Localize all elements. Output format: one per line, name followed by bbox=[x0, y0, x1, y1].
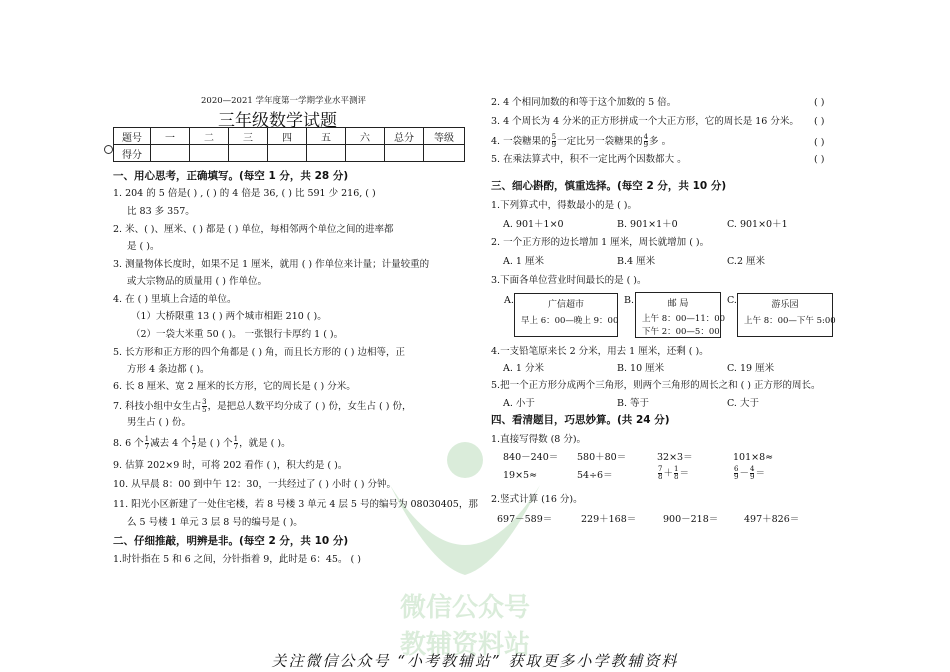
calc-item bbox=[657, 466, 689, 481]
footer-promo-text: 关注微信公众号 “小考教辅站” 获取更多小学教辅资料 bbox=[271, 652, 679, 670]
fraction-denominator: 9 bbox=[749, 473, 755, 481]
section-3-heading: 三、细心斟酌，慎重选择。(每空 2 分，共 10 分) bbox=[491, 180, 727, 192]
fraction bbox=[644, 134, 648, 149]
fraction-numerator: 1 bbox=[233, 435, 239, 443]
option-b: B. 901×1＋0 bbox=[617, 219, 678, 230]
option-a: A. 1 厘米 bbox=[503, 256, 544, 267]
answer-paren: ( ) bbox=[814, 97, 825, 108]
store-hours: 上午 8：00—下午 5:00 bbox=[744, 316, 836, 326]
question-text: 1.下列算式中，得数最小的是 ( )。 bbox=[491, 200, 638, 211]
question-text: 4.一支铅笔原来长 2 分米，用去 1 厘米，还剩 ( )。 bbox=[491, 346, 709, 357]
watermark-line1: 微信公众号 bbox=[399, 593, 530, 623]
question-text-part: 一定比另一袋糖果的 bbox=[557, 136, 643, 147]
store-hours: 早上 6：00—晚上 9：00 bbox=[521, 316, 619, 326]
fraction-denominator: 8 bbox=[658, 473, 663, 481]
calc-item: 497＋826＝ bbox=[744, 514, 800, 525]
score-table bbox=[113, 127, 465, 162]
fraction-denominator: 9 bbox=[551, 141, 557, 149]
calc-item: 900－218＝ bbox=[663, 514, 719, 525]
score-input-cell[interactable] bbox=[151, 145, 190, 162]
answer-paren: ( ) bbox=[814, 154, 825, 165]
fraction-numerator: 5 bbox=[551, 133, 557, 141]
store-name: 邮 局 bbox=[667, 299, 689, 309]
question-text: 3. 测量物体长度时，如果不足 1 厘米，就用 ( ) 作单位来计量；计量较重的 bbox=[113, 259, 430, 270]
fraction-numerator: 1 bbox=[673, 465, 679, 473]
option-a: A. 901＋1×0 bbox=[503, 219, 564, 230]
calc-item: 101×8≈ bbox=[733, 452, 774, 463]
question-text: 男生占 ( ) 份。 bbox=[127, 417, 191, 428]
fraction-numerator: 4 bbox=[749, 465, 755, 473]
question-text: 比 83 多 357。 bbox=[127, 206, 195, 217]
score-input-cell[interactable] bbox=[346, 145, 385, 162]
question-text: 6. 长 8 厘米、宽 2 厘米的长方形，它的周长是 ( ) 分米。 bbox=[113, 381, 356, 392]
store-name: 广信超市 bbox=[547, 300, 584, 310]
option-b: B. bbox=[624, 295, 635, 306]
score-input-cell[interactable] bbox=[424, 145, 465, 162]
exam-title: 三年级数学试题 bbox=[218, 111, 337, 131]
option-b: B. 等于 bbox=[617, 398, 650, 409]
store-hours: 上午 8：00—11：00 bbox=[642, 314, 726, 324]
fraction bbox=[202, 399, 206, 414]
table-row bbox=[114, 128, 465, 145]
fraction bbox=[552, 134, 556, 149]
fraction-numerator: 7 bbox=[658, 465, 663, 473]
operator: ＝ bbox=[755, 468, 765, 479]
option-c: C.2 厘米 bbox=[727, 256, 766, 267]
fraction-denominator: 5 bbox=[202, 406, 207, 414]
calc-item: 580＋80＝ bbox=[577, 452, 627, 463]
question-text-part: ，是把总人数平均分成了 ( ) 份，女生占 ( ) 份， bbox=[207, 401, 412, 412]
question-text: （1）大桥限重 13 ( ) 两个城市相距 210 ( )。 bbox=[131, 311, 327, 322]
question-text-part: 减去 4 个 bbox=[150, 438, 191, 449]
fraction-denominator: 7 bbox=[144, 443, 150, 451]
exam-subtitle: 2020—2021 学年度第一学期学业水平测评 bbox=[201, 96, 366, 106]
option-a: A. 1 分米 bbox=[503, 363, 544, 374]
score-input-cell[interactable] bbox=[268, 145, 307, 162]
table-row bbox=[114, 145, 465, 162]
question-text: 2.竖式计算 (16 分)。 bbox=[491, 494, 583, 505]
calc-item: 32×3＝ bbox=[657, 452, 693, 463]
fraction-numerator: 4 bbox=[643, 133, 649, 141]
question-text: 1.直接写得数 (8 分)。 bbox=[491, 434, 587, 445]
operator: ＝ bbox=[679, 468, 689, 479]
question-text: 1. 204 的 5 倍是( ) , ( ) 的 4 倍是 36, ( ) 比 591 少 216, ( ) bbox=[113, 188, 376, 199]
option-c: C. 大于 bbox=[727, 398, 759, 409]
operator: － bbox=[739, 468, 749, 479]
fraction bbox=[750, 466, 754, 481]
binding-hole-icon bbox=[104, 145, 113, 154]
table-cell: 得分 bbox=[114, 145, 151, 162]
score-input-cell[interactable] bbox=[385, 145, 424, 162]
table-cell: 一 bbox=[151, 128, 190, 145]
fraction-denominator: 8 bbox=[673, 473, 679, 481]
question-text: 1.时针指在 5 和 6 之间，分针指着 9，此时是 6：45。 ( ) bbox=[113, 554, 361, 565]
fraction bbox=[192, 436, 196, 451]
fraction bbox=[145, 436, 149, 451]
calc-item: 54÷6＝ bbox=[577, 470, 613, 481]
answer-paren: ( ) bbox=[814, 116, 825, 127]
fraction bbox=[734, 466, 738, 481]
fraction bbox=[658, 466, 662, 481]
score-input-cell[interactable] bbox=[307, 145, 346, 162]
table-cell: 四 bbox=[268, 128, 307, 145]
option-a: A. 小于 bbox=[503, 398, 535, 409]
fraction-numerator: 1 bbox=[191, 435, 197, 443]
question-text: 2. 米、( )、厘米、( ) 都是 ( ) 单位，每相邻两个单位之间的进率都 bbox=[113, 224, 394, 235]
question-text: 3.下面各单位营业时间最长的是 ( )。 bbox=[491, 275, 647, 286]
question-text bbox=[491, 134, 671, 149]
question-text-part: 4. 一袋糖果的 bbox=[491, 136, 551, 147]
question-text-part: 7. 科技小组中女生占 bbox=[113, 401, 202, 412]
score-input-cell[interactable] bbox=[190, 145, 229, 162]
calc-item: 229＋168＝ bbox=[581, 514, 637, 525]
table-cell: 六 bbox=[346, 128, 385, 145]
question-text: 5.把一个正方形分成两个三角形，则两个三角形的周长之和 ( ) 正方形的周长。 bbox=[491, 380, 821, 391]
question-text bbox=[113, 436, 291, 451]
question-text: 9. 估算 202×9 时，可将 202 看作 ( )，积大约是 ( )。 bbox=[113, 460, 348, 471]
fraction-denominator: 9 bbox=[643, 141, 649, 149]
table-cell: 五 bbox=[307, 128, 346, 145]
fraction-numerator: 6 bbox=[734, 465, 739, 473]
question-text-part: 8. 6 个 bbox=[113, 438, 144, 449]
fraction-denominator: 7 bbox=[191, 443, 197, 451]
answer-paren: ( ) bbox=[814, 137, 825, 148]
business-hours-box bbox=[514, 293, 618, 337]
section-4-heading: 四、看清题目，巧思妙算。(共 24 分) bbox=[491, 414, 670, 426]
question-text: 10. 从早晨 8：00 到中午 12：30，一共经过了 ( ) 小时 ( ) 分钟。 bbox=[113, 479, 396, 490]
question-text: 5. 在乘法算式中，积不一定比两个因数都大 。 bbox=[491, 154, 687, 165]
question-text: 或大宗物品的质量用 ( ) 作单位。 bbox=[127, 276, 267, 287]
question-text: 11. 阳光小区新建了一处住宅楼，若 8 号楼 3 单元 4 层 5 号的编号为 08030405，那 bbox=[113, 499, 478, 510]
business-hours-box bbox=[737, 293, 836, 337]
section-1-heading: 一、用心思考，正确填写。(每空 1 分，共 28 分) bbox=[113, 170, 349, 182]
calc-item: 19×5≈ bbox=[503, 470, 538, 481]
calc-item: 697－589＝ bbox=[497, 514, 553, 525]
option-c: C. 19 厘米 bbox=[727, 363, 775, 374]
question-text: 2. 一个正方形的边长增加 1 厘米，周长就增加 ( )。 bbox=[491, 237, 710, 248]
question-text: 么 5 号楼 1 单元 3 层 8 号的编号是 ( )。 bbox=[127, 517, 303, 528]
fraction bbox=[234, 436, 238, 451]
fraction-denominator: 9 bbox=[734, 473, 739, 481]
fraction-numerator: 3 bbox=[202, 398, 207, 406]
fraction-denominator: 7 bbox=[233, 443, 239, 451]
calc-item bbox=[733, 466, 765, 481]
table-cell: 等级 bbox=[424, 128, 465, 145]
business-hours-box bbox=[635, 292, 726, 338]
fraction-numerator: 1 bbox=[144, 435, 150, 443]
option-b: B.4 厘米 bbox=[617, 256, 656, 267]
section-2-heading: 二、仔细推敲，明辨是非。(每空 2 分，共 10 分) bbox=[113, 535, 349, 547]
question-text: 4. 在 ( ) 里填上合适的单位。 bbox=[113, 294, 237, 305]
option-a: A. bbox=[504, 295, 514, 306]
store-hours: 下午 2：00—5：00 bbox=[642, 327, 720, 337]
question-text bbox=[113, 399, 412, 414]
question-text-part: 是 ( ) 个 bbox=[197, 438, 233, 449]
table-cell: 题号 bbox=[114, 128, 151, 145]
store-name: 游乐园 bbox=[771, 300, 799, 310]
fraction bbox=[674, 466, 678, 481]
question-text: 方形 4 条边都 ( )。 bbox=[127, 364, 210, 375]
score-input-cell[interactable] bbox=[229, 145, 268, 162]
table-cell: 三 bbox=[229, 128, 268, 145]
option-c: C. bbox=[727, 295, 737, 306]
question-text: 3. 4 个周长为 4 分米的正方形拼成一个大正方形，它的周长是 16 分米。 bbox=[491, 116, 799, 127]
question-text: 是 ( )。 bbox=[127, 241, 160, 252]
option-b: B. 10 厘米 bbox=[617, 363, 665, 374]
question-text-part: ，就是 ( )。 bbox=[239, 438, 291, 449]
question-text: （2）一袋大米重 50 ( )。 一张银行卡厚约 1 ( )。 bbox=[131, 329, 344, 340]
table-cell: 总分 bbox=[385, 128, 424, 145]
question-text: 2. 4 个相同加数的和等于这个加数的 5 倍。 bbox=[491, 97, 677, 108]
question-text-part: 多 。 bbox=[649, 136, 672, 147]
calc-item: 840－240＝ bbox=[503, 452, 559, 463]
option-c: C. 901×0＋1 bbox=[727, 219, 788, 230]
question-text: 5. 长方形和正方形的四个角都是 ( ) 角，而且长方形的 ( ) 边相等，正 bbox=[113, 347, 406, 358]
operator: ＋ bbox=[663, 468, 673, 479]
watermark-line2: 教辅资料站 bbox=[399, 630, 530, 660]
table-cell: 二 bbox=[190, 128, 229, 145]
